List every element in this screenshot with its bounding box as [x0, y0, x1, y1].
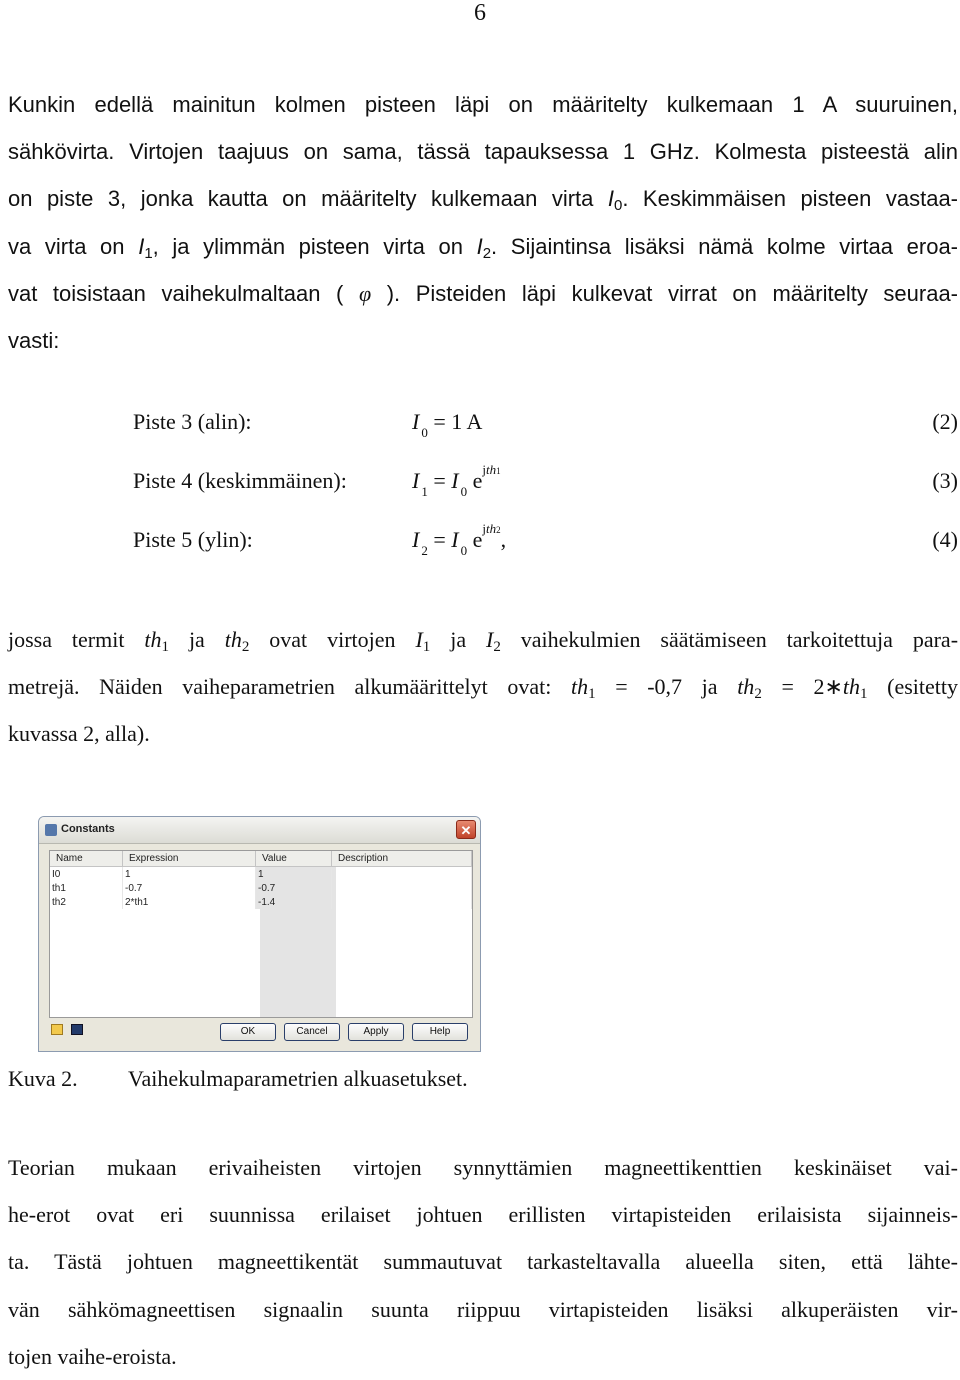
column-header-expression[interactable]: Expression: [123, 851, 256, 867]
equation-label: Piste 4 (keskimmäinen):: [133, 468, 347, 493]
constants-table[interactable]: [49, 850, 473, 1018]
cell-name[interactable]: th2: [50, 895, 123, 909]
text-line: sähkövirta. Virtojen taajuus on sama, tässä tapauksessa 1 GHz. Kolmesta pisteestä alin: [8, 139, 958, 165]
constants-dialog: [38, 816, 481, 1052]
text-line: vän sähkömagneettisen signaalin suunta riippuu virtapisteiden lisäksi alkuperäisten vir-: [8, 1296, 958, 1322]
text-line: Kunkin edellä mainitun kolmen pisteen läpi on määritelty kulkemaan 1 A suuruinen,: [8, 92, 958, 117]
text-line: on piste 3, jonka kautta on määritelty kulkemaan virta I0. Keskimmäisen pisteen vastaa-: [8, 186, 959, 215]
open-folder-icon[interactable]: [51, 1024, 63, 1035]
constants-icon: [45, 824, 57, 836]
equation-number: (2): [932, 409, 958, 434]
equation-label: Piste 5 (ylin):: [133, 527, 253, 552]
text-line: metrejä. Näiden vaiheparametrien alkumäärittelyt ovat: th1 = -0,7 ja th2 = 2∗th1 (esitetty: [8, 674, 959, 703]
table-row[interactable]: [50, 895, 472, 909]
caption-text: Vaihekulmaparametrien alkuasetukset.: [128, 1066, 468, 1091]
paragraph-theory: [8, 1144, 958, 1380]
ok-button[interactable]: OK: [220, 1023, 276, 1041]
text-line: tojen vaihe-eroista.: [8, 1343, 177, 1369]
equation-3: I $_1$ = I $_0$ $e^{jth1}$: [412, 462, 501, 499]
text-line: vasti:: [8, 327, 60, 353]
close-button[interactable]: ✕: [456, 820, 476, 839]
paragraph-parameters: [8, 616, 958, 758]
cancel-button[interactable]: Cancel: [284, 1023, 340, 1041]
text-line: va virta on I1, ja ylimmän pisteen virta on I2. Sijaintinsa lisäksi nämä kolme virtaa eroa-: [8, 233, 959, 262]
apply-button[interactable]: Apply: [348, 1023, 404, 1041]
cell-expression[interactable]: -0.7: [123, 881, 256, 895]
equation-4: I $_2$ = I $_0$ $e^{jth2}$,: [412, 521, 507, 558]
text-line: ta. Tästä johtuen magneettikentät summautuvat tarkasteltavalla alueella siten, että lähte-: [8, 1249, 958, 1275]
equation-label: Piste 3 (alin):: [133, 409, 252, 434]
cell-expression[interactable]: 1: [123, 867, 256, 882]
column-header-description[interactable]: Description: [332, 851, 472, 867]
cell-description[interactable]: [332, 881, 472, 895]
column-header-value[interactable]: Value: [256, 851, 332, 867]
help-button[interactable]: Help: [412, 1023, 468, 1041]
cell-description[interactable]: [332, 867, 472, 882]
dialog-title: Constants: [61, 823, 115, 835]
cell-name[interactable]: th1: [50, 881, 123, 895]
caption-label: Kuva 2.: [8, 1066, 78, 1091]
cell-value: 1: [256, 867, 332, 882]
table-row[interactable]: [50, 867, 472, 882]
text-line: jossa termit th1 ja th2 ovat virtojen I1 ja I2 vaihekulmien säätämiseen tarkoitettuja para-: [8, 627, 959, 655]
text-line: Teorian mukaan erivaiheisten virtojen synnyttämien magneettikenttien keskinäiset vai-: [8, 1155, 958, 1180]
text-line: vat toisistaan vaihekulmaltaan ( φ ). Pisteiden läpi kulkevat virrat on määritelty seuraa-: [8, 280, 958, 306]
figure-caption: [8, 1066, 468, 1092]
cell-description[interactable]: [332, 895, 472, 909]
table-header: [50, 851, 472, 867]
equation-number: (4): [932, 527, 958, 552]
equation-2: I $_0$ = 1 A: [412, 409, 483, 440]
dialog-titlebar[interactable]: [39, 817, 480, 844]
page-number: 6: [474, 0, 486, 26]
cell-expression[interactable]: 2*th1: [123, 895, 256, 909]
cell-name[interactable]: I0: [50, 867, 123, 882]
save-icon[interactable]: [71, 1024, 83, 1035]
cell-value: -0.7: [256, 881, 332, 895]
equation-number: (3): [932, 468, 958, 493]
text-line: he-erot ovat eri suunnissa erilaiset johtuen erillisten virtapisteiden erilaisista sijainneis-: [8, 1202, 958, 1228]
paragraph-intro: [8, 81, 958, 364]
column-header-name[interactable]: Name: [50, 851, 123, 867]
text-line: kuvassa 2, alla).: [8, 721, 150, 747]
cell-value: -1.4: [256, 895, 332, 909]
table-row[interactable]: [50, 881, 472, 895]
